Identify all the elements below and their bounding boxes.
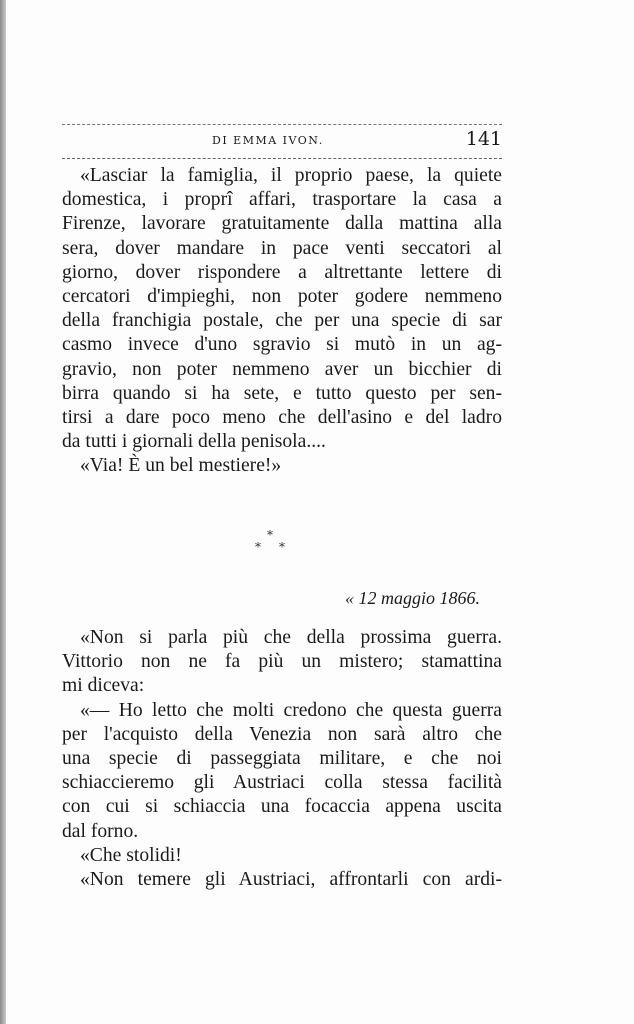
text-line: «Che stolidi! [80, 844, 182, 866]
text-line: schiaccieremo gli Austriaci colla stessa facilità [62, 772, 502, 794]
text-line: domestica, i proprî affari, trasportare la casa a [62, 189, 502, 211]
asterism-separator [247, 528, 307, 558]
text-line: con cui si schiaccia una focaccia appena uscita [62, 796, 502, 818]
text-line: «Via! È un bel mestiere!» [80, 455, 282, 477]
text-line: tirsi a dare poco meno che dell'asino e del ladro [62, 407, 502, 429]
text-line: dal forno. [62, 820, 139, 842]
page-binding-edge [0, 0, 6, 1024]
text-line: Vittorio non ne fa più un mistero; stamattina [62, 651, 502, 673]
text-line: «Lasciar la famiglia, il proprio paese, la quiete [80, 165, 502, 186]
paragraph-block-1 [62, 164, 502, 479]
text-line: mi diceva: [62, 675, 145, 697]
text-line: una specie di passeggiata militare, e che noi [62, 748, 502, 770]
text-line: giorno, dover rispondere a altrettante lettere di [62, 261, 502, 283]
text-line: birra quando si ha sete, e tutto questo per sen- [62, 382, 502, 404]
text-line: per l'acquisto della Venezia non sarà altro che [62, 723, 502, 745]
text-line: cercatori d'impieghi, non poter godere nemmeno [62, 286, 502, 308]
page-number: 141 [465, 128, 502, 150]
asterisk: * [267, 528, 273, 542]
header-rule-top [62, 124, 502, 125]
text-line: sera, dover mandare in pace venti seccatori al [62, 237, 502, 259]
text-line: «— Ho letto che molti credono che questa guerra [80, 699, 502, 721]
text-line: gravio, non poter nemmeno aver un bicchier di [62, 358, 502, 380]
asterisk: * [279, 540, 285, 554]
text-line: della franchigia postale, che per una specie di sar [62, 310, 502, 332]
dateline: « 12 maggio 1866. [345, 588, 480, 608]
text-line: Firenze, lavorare gratuitamente dalla mattina alla [62, 213, 502, 235]
page-header [62, 128, 502, 154]
text-line: casmo invece d'uno sgravio si mutò in un ag- [62, 334, 502, 356]
text-line: «Non temere gli Austriaci, affrontarli con ardi- [80, 869, 502, 891]
running-head: DI EMMA IVON. [212, 134, 324, 147]
text-line: da tutti i giornali della penisola.... [62, 431, 326, 453]
asterisk: * [255, 540, 261, 554]
paragraph-block-2 [62, 626, 502, 892]
text-line: «Non si parla più che della prossima guerra. [80, 627, 502, 648]
header-rule-bottom [62, 158, 502, 159]
